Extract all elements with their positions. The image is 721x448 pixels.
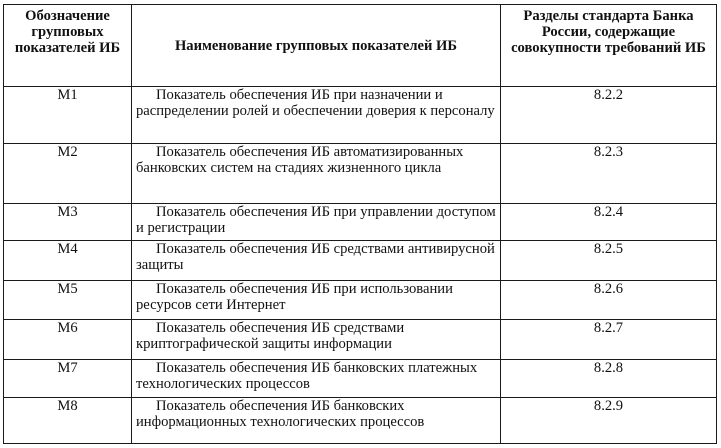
row-name-text: Показатель обеспечения ИБ автоматизированных банковских систем на стадиях жизненного цикла xyxy=(136,144,464,176)
row-section: 8.2.2 xyxy=(501,87,717,144)
header-row xyxy=(4,5,717,87)
row-name xyxy=(132,320,501,360)
table-row xyxy=(4,398,717,444)
row-code: М7 xyxy=(4,360,132,398)
row-section: 8.2.6 xyxy=(501,281,717,320)
row-name xyxy=(132,144,501,204)
row-section: 8.2.7 xyxy=(501,320,717,360)
row-name-text: Показатель обеспечения ИБ при управлении доступом и регистрации xyxy=(136,204,496,236)
row-section: 8.2.9 xyxy=(501,398,717,444)
header-section: Разделы стандарта Банка России, содержащие совокупности требований ИБ xyxy=(501,5,717,87)
row-code: М3 xyxy=(4,204,132,241)
row-code: М4 xyxy=(4,241,132,281)
row-name-text: Показатель обеспечения ИБ банковских платежных технологических процессов xyxy=(136,360,478,392)
row-section: 8.2.3 xyxy=(501,144,717,204)
row-name-text: Показатель обеспечения ИБ при использовании ресурсов сети Интернет xyxy=(136,281,453,313)
indicators-table xyxy=(3,4,717,444)
row-section: 8.2.4 xyxy=(501,204,717,241)
row-name xyxy=(132,281,501,320)
header-code: Обозначение групповых показателей ИБ xyxy=(4,5,132,87)
row-code: М6 xyxy=(4,320,132,360)
row-name xyxy=(132,87,501,144)
row-name-text: Показатель обеспечения ИБ средствами антивирусной защиты xyxy=(136,241,495,273)
row-name xyxy=(132,398,501,444)
row-code: М2 xyxy=(4,144,132,204)
table-row xyxy=(4,87,717,144)
row-name-text: Показатель обеспечения ИБ при назначении и распределении ролей и обеспечении доверия к персоналу xyxy=(136,87,495,119)
header-name: Наименование групповых показателей ИБ xyxy=(132,5,501,87)
row-name xyxy=(132,204,501,241)
row-code: М5 xyxy=(4,281,132,320)
table-row xyxy=(4,241,717,281)
row-name-text: Показатель обеспечения ИБ банковских информационных технологических процессов xyxy=(136,398,425,430)
row-name xyxy=(132,360,501,398)
table-row xyxy=(4,281,717,320)
row-name xyxy=(132,241,501,281)
row-code: М8 xyxy=(4,398,132,444)
row-name-text: Показатель обеспечения ИБ средствами криптографической защиты информации xyxy=(136,320,405,352)
table-row xyxy=(4,144,717,204)
table-row xyxy=(4,360,717,398)
table-row xyxy=(4,320,717,360)
row-section: 8.2.5 xyxy=(501,241,717,281)
row-section: 8.2.8 xyxy=(501,360,717,398)
row-code: М1 xyxy=(4,87,132,144)
table-row xyxy=(4,204,717,241)
